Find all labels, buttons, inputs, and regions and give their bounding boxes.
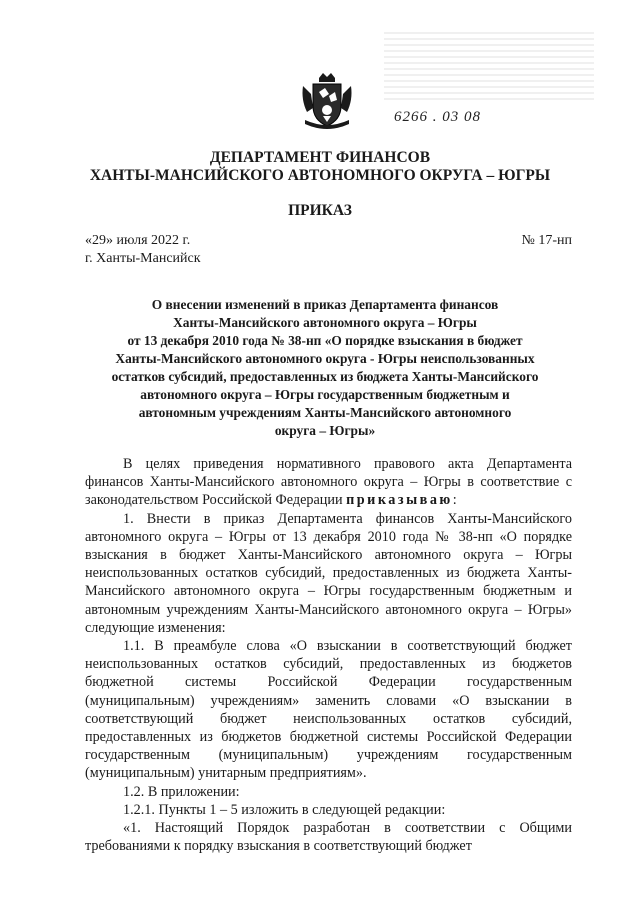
paragraph-item-1-1: 1.1. В преамбуле слова «О взыскании в соответствующий бюджет неиспользованных остатков субсидий, предоставленных из бюджетов бюджетной системы Российской Федерации государственным (муниципальным) учреждениям» заменить словами «О взыскании в соответствующий бюджет неиспользованных остатков субсидий, предоставленных из бюджетов бюджетной системы Российской Федерации государственным (муниципальным) учреждениям государственным (муниципальным) унитарным предприятиям». xyxy=(85,638,572,782)
subject-line: Ханты-Мансийского автономного округа - Югры неиспользованных xyxy=(115,351,535,366)
subject-line: О внесении изменений в приказ Департамента финансов xyxy=(151,297,499,312)
preamble-text: В целях приведения нормативного правового акта Департамента финансов Ханты-Мансийского автономного округа – Югры в соответствие с законодательством Российской Федерации xyxy=(85,456,572,509)
order-city: г. Ханты-Мансийск xyxy=(85,251,201,266)
subject-line: округа – Югры» xyxy=(274,423,376,438)
order-date: «29» июля 2022 г. xyxy=(85,233,191,248)
paragraph-item-1: 1. Внести в приказ Департамента финансов Ханты-Мансийского автономного округа – Югры от 13 декабря 2010 года № 38-нп «О порядке взыскания в бюджет Ханты-Мансийского автономного округа – Югры неиспользованных остатков субсидий, предоставленных из бюджета Ханты-Мансийского автономного округа – Югры государственным бюджетным и автономным учреждениям Ханты-Мансийского автономного округа – Югры» следующие изменения: xyxy=(85,510,572,636)
stamp-faded-text xyxy=(384,30,594,100)
subject-line: автономного округа – Югры государственным бюджетным и xyxy=(140,387,510,402)
department-name-line1: ДЕПАРТАМЕНТ ФИНАНСОВ xyxy=(209,149,431,166)
subject-line: Ханты-Мансийского автономного округа – Югры xyxy=(173,315,477,330)
order-directive: приказываю xyxy=(346,492,453,509)
registration-number: 6266 . 03 08 xyxy=(394,109,481,125)
paragraph-quoted-1: «1. Настоящий Порядок разработан в соответствии с Общими требованиями к порядку взыскания в соответствующий бюджет xyxy=(85,820,572,855)
order-title: ПРИКАЗ xyxy=(288,202,352,219)
paragraph-preamble xyxy=(85,455,572,510)
order-body xyxy=(85,455,572,855)
preamble-colon: : xyxy=(452,492,457,509)
subject-line: автономным учреждениям Ханты-Мансийского автономного xyxy=(138,405,512,420)
paragraph-item-1-2: 1.2. В приложении: xyxy=(123,783,240,800)
order-subject xyxy=(90,296,560,440)
department-name-line2: ХАНТЫ-МАНСИЙСКОГО АВТОНОМНОГО ОКРУГА – ЮГРЫ xyxy=(89,167,551,184)
coat-of-arms-icon xyxy=(299,72,355,130)
registration-stamp xyxy=(384,30,594,130)
subject-line: от 13 декабря 2010 года № 38-нп «О порядке взыскания в бюджет xyxy=(127,333,523,348)
paragraph-item-1-2-1: 1.2.1. Пункты 1 – 5 изложить в следующей редакции: xyxy=(123,801,446,818)
order-number: № 17-нп xyxy=(521,233,572,248)
subject-line: остатков субсидий, предоставленных из бюджета Ханты-Мансийского xyxy=(111,369,539,384)
